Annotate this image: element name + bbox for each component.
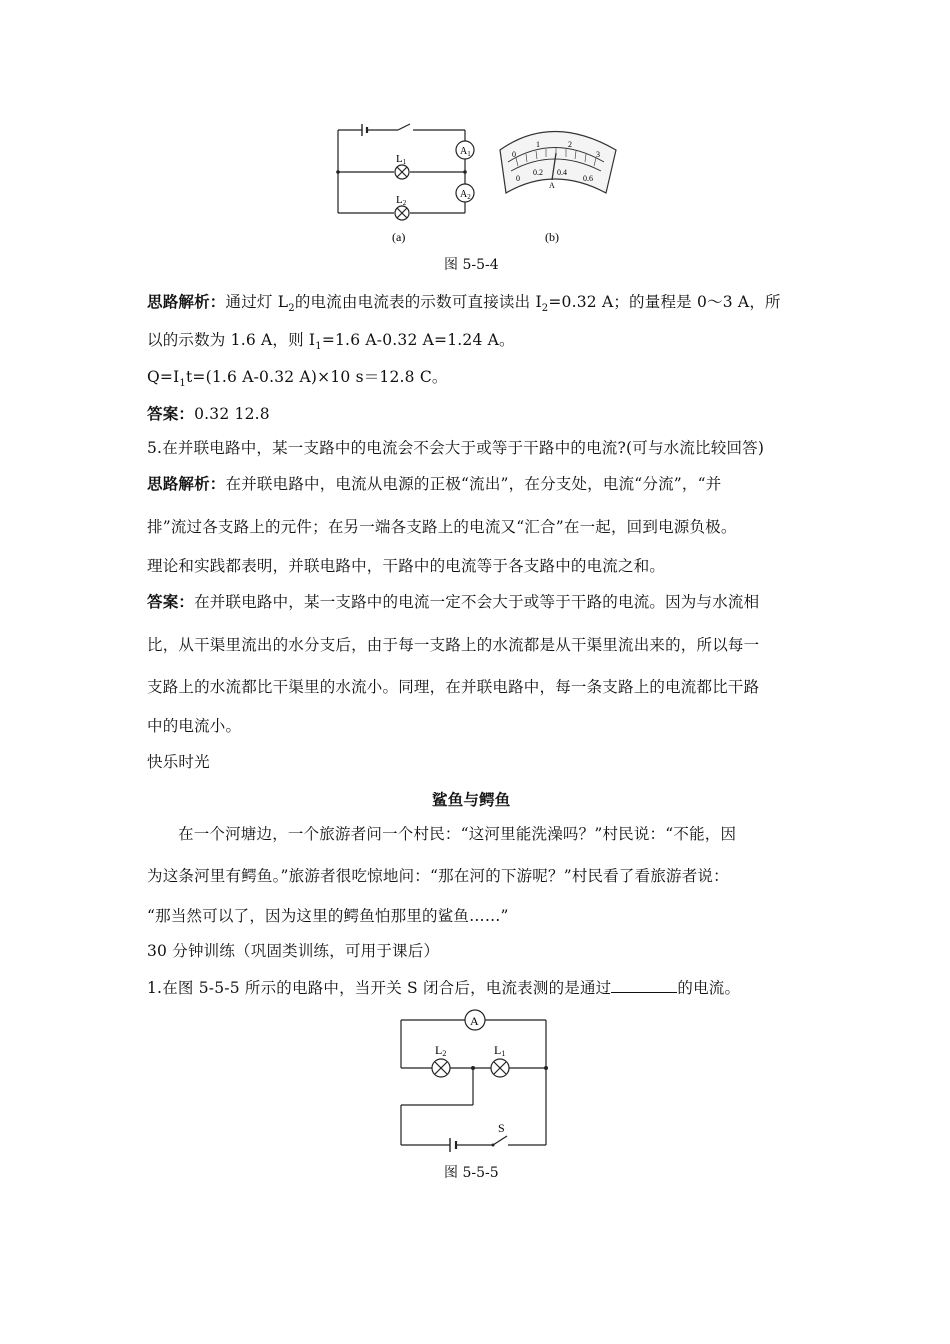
section-happy-time: 快乐时光 (147, 753, 210, 771)
q4-analysis-line1: 思路解析：通过灯 $L_2$的电流由电流表的示数可直接读出 $I_2=0.32$ A；的量程是 0～3 A，所 (147, 292, 781, 315)
lamp-l2-label: L2 (435, 1043, 447, 1058)
q5-answer-line1: 答案：在并联电路中，某一支路中的电流一定不会大于或等于干路的电流。因为与水流相 (147, 592, 760, 611)
dial-tick-top-2: 2 (568, 140, 572, 149)
lamp-l1-label: L1 (494, 1043, 506, 1058)
label-a: (a) (392, 230, 406, 244)
training-heading: 30 分钟训练（巩固类训练，可用于课后） (147, 942, 440, 960)
figure-caption-554: 图 5-5-4 (444, 257, 499, 273)
q5-answer-line2: 比，从干渠里流出的水分支后，由于每一支路上的水流都是从干渠里流出来的，所以每一 (147, 636, 760, 654)
lamp-l2-label: L2 (396, 194, 407, 207)
dial-tick-top-0: 0 (512, 150, 516, 159)
switch-blade (398, 124, 410, 130)
q4-answer: 答案：0.32 12.8 (147, 404, 270, 423)
switch-label: S (498, 1121, 505, 1135)
figure-5-5-5 (395, 1008, 555, 1153)
story-line2: 为这条河里有鳄鱼。”旅游者很吃惊地问：“那在河的下游呢？”村民看了看旅游者说： (147, 867, 729, 885)
q5-answer-line4: 中的电流小。 (147, 717, 242, 735)
switch-blade (493, 1136, 507, 1145)
ammeter-dial (500, 132, 616, 194)
dial-tick-bottom-3: 0.6 (583, 174, 593, 183)
q5-question: 5.在并联电路中，某一支路中的电流会不会大于或等于干路中的电流?(可与水流比较回答) (147, 439, 765, 457)
dial-tick-bottom-1: 0.2 (533, 168, 543, 177)
dial-tick-top-1: 1 (536, 140, 540, 149)
figure-5-5-4 (330, 115, 630, 250)
ammeter-a2-label: $A_2$ (460, 189, 471, 201)
ammeter-a1-label: $A_1$ (460, 146, 471, 158)
dial-unit: A (549, 181, 555, 190)
q5-analysis-line2: 排”流过各支路上的元件；在另一端各支路上的电流又“汇合”在一起，回到电源负极。 (147, 518, 737, 536)
figure-caption-555: 图 5-5-5 (444, 1165, 499, 1181)
q5-answer-line3: 支路上的水流都比干渠里的水流小。同理，在并联电路中，每一条支路上的电流都比干路 (147, 678, 760, 696)
dial-tick-top-3: 3 (596, 150, 600, 159)
q4-analysis-line2: 以的示数为 1.6 A，则 $I_1=1.6$ A-0.32 A=1.24 A。 (147, 331, 515, 353)
dial-tick-bottom-0: 0 (516, 174, 520, 183)
ammeter-label: A (470, 1014, 479, 1028)
story-title: 鲨鱼与鳄鱼 (432, 790, 511, 809)
label-b: (b) (545, 230, 559, 244)
q4-formula: $Q=I_1t=(1.6$ A-0.32 A)×10 s＝12.8 C。 (147, 368, 448, 390)
story-line1: 在一个河塘边，一个旅游者问一个村民：“这河里能洗澡吗？”村民说：“不能，因 (178, 825, 737, 843)
answer-blank[interactable] (611, 978, 677, 993)
story-line3: “那当然可以了，因为这里的鳄鱼怕那里的鲨鱼……” (147, 907, 509, 925)
q5-analysis-line3: 理论和实践都表明，并联电路中，干路中的电流等于各支路中的电流之和。 (147, 557, 666, 575)
lamp-l1-label: L1 (396, 153, 407, 166)
training-q1: 1.在图 5-5-5 所示的电路中，当开关 S 闭合后，电流表测的是通过 的电流。 (147, 979, 741, 997)
dial-tick-bottom-2: 0.4 (557, 168, 567, 177)
q5-analysis-line1: 思路解析：在并联电路中，电流从电源的正极“流出”，在分支处，电流“分流”，“并 (147, 474, 722, 493)
